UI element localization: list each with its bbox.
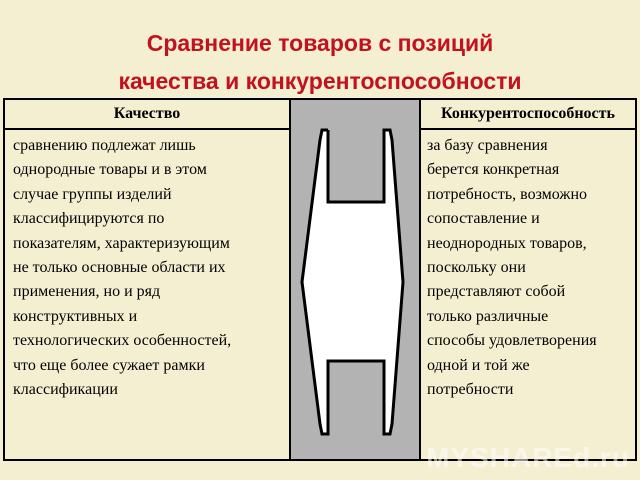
quality-line: однородные товары и в этом bbox=[13, 161, 207, 179]
competitiveness-line: неоднородных товаров, bbox=[427, 234, 587, 252]
competitiveness-line: потребность, возможно bbox=[427, 185, 588, 203]
competitiveness-line: способы удовлетворения bbox=[427, 332, 597, 350]
double-headed-bracket-arrow-icon bbox=[291, 100, 419, 459]
competitiveness-header: Конкурентоспособность bbox=[441, 105, 615, 122]
table-border-right bbox=[635, 98, 637, 461]
competitiveness-line: за базу сравнения bbox=[427, 137, 548, 154]
quality-line: конструктивных и bbox=[13, 307, 138, 325]
competitiveness-text bbox=[427, 134, 633, 402]
quality-line: показателям, характеризующим bbox=[13, 234, 230, 252]
quality-line: не только основные области их bbox=[13, 259, 226, 277]
header-separator-right bbox=[419, 128, 637, 130]
competitiveness-line: только различные bbox=[427, 307, 549, 325]
competitiveness-line: одной и той же bbox=[427, 356, 530, 374]
quality-line: сравнению подлежат лишь bbox=[13, 137, 196, 154]
competitiveness-line: берется конкретная bbox=[427, 161, 560, 179]
quality-text bbox=[13, 134, 287, 402]
watermark: MYSHAREd.ru bbox=[426, 442, 630, 473]
title-line-2: качества и конкурентоспособности bbox=[118, 68, 522, 94]
quality-line: что еще более сужает рамки bbox=[13, 356, 205, 374]
competitiveness-line: сопоставление и bbox=[427, 210, 540, 228]
comparison-table bbox=[3, 98, 637, 461]
header-separator-left bbox=[3, 128, 291, 130]
slide-title bbox=[0, 24, 640, 100]
competitiveness-line: поскольку они bbox=[427, 259, 526, 277]
quality-line: случае группы изделий bbox=[13, 185, 172, 203]
competitiveness-line: потребности bbox=[427, 381, 514, 399]
quality-line: технологических особенностей, bbox=[13, 332, 232, 350]
quality-line: классификации bbox=[13, 381, 118, 399]
table-border-left bbox=[3, 98, 5, 461]
competitiveness-line: представляют собой bbox=[427, 283, 566, 301]
quality-header: Качество bbox=[113, 105, 181, 122]
quality-line: классифицируются по bbox=[13, 210, 165, 228]
quality-line: применения, но и ряд bbox=[13, 283, 161, 301]
title-line-1: Сравнение товаров с позиций bbox=[146, 30, 494, 56]
middle-column bbox=[291, 100, 419, 459]
divider-right bbox=[419, 98, 421, 461]
